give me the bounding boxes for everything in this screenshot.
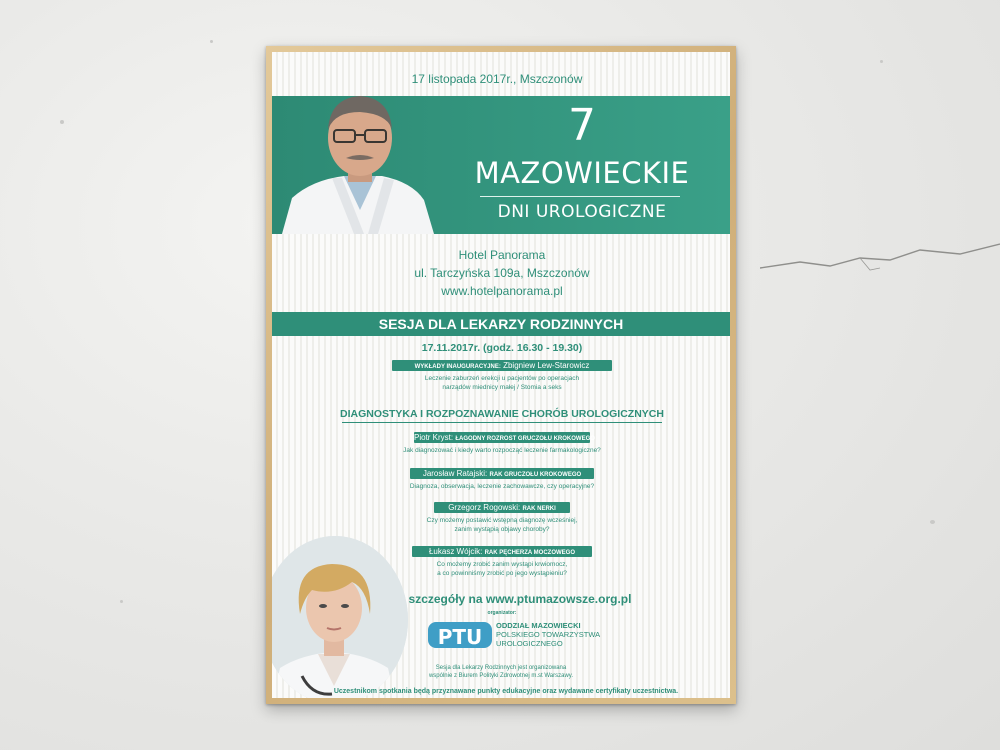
organizer-name-line: ODDZIAŁ MAZOWIECKI [496,621,581,630]
wall-speck [880,60,883,63]
venue-name: Hotel Panorama [458,248,546,262]
talk-speaker: Łukasz Wójcik: [428,547,483,556]
details-website[interactable]: szczegóły na www.ptumazowsze.org.pl [408,592,632,606]
organizer-name [496,621,636,648]
talk-topic: RAK NERKI [522,506,556,512]
title-sub: DNI UROLOGICZNE [497,202,667,222]
organizer-name-line: UROLOGICZNEGO [496,639,563,648]
ptu-logo [426,618,496,652]
inaugural-label: WYKŁADY INAUGURACYJNE: [414,364,501,370]
talk-desc: Co możemy zrobić zanim wystąpi krwiomocz, [436,561,568,568]
organizer-note [416,664,586,680]
wall-speck [210,40,213,43]
talk-desc: Czy możemy postawić wstępną diagnozę wcześniej, [426,517,578,524]
wall-crack [760,240,1000,280]
talk-topic: RAK GRUCZOŁU KROKOWEGO [489,472,582,478]
poster-frame [266,46,736,704]
talk-desc: zanim wystąpią objawy choroby? [454,526,550,533]
edition-number: 7 [568,100,596,151]
talk-pill [414,432,595,443]
diagnostics-title: DIAGNOSTYKA I ROZPOZNAWANIE CHORÓB UROLOGICZNYCH [340,408,664,420]
wall-speck [60,120,64,124]
session-date: 17.11.2017r. (godz. 16.30 - 19.30) [421,342,583,354]
footer-note: Uczestnikom spotkania będą przyznawane punkty edukacyjne oraz wydawane certyfikaty uczestnictwa. [333,688,679,695]
inaugural-desc-1: Leczenie zaburzeń erekcji u pacjentów po operacjach [424,375,580,382]
talk-speaker: Grzegorz Rogowski: [448,503,521,512]
wall-speck [120,600,123,603]
title-main: MAZOWIECKIE [474,156,690,190]
svg-text:PTU: PTU [437,625,483,649]
talk-topic: RAK PĘCHERZA MOCZOWEGO [484,550,576,556]
talk-desc: a co powinniśmy zrobić po jego wystąpieniu? [437,570,567,577]
poster [272,52,730,698]
talk-desc: Jak diagnozować i kiedy warto rozpocząć leczenie farmakologiczne? [403,447,601,454]
talk-speaker: Piotr Kryst: [414,433,454,442]
inaugural-speaker: Zbigniew Lew-Starowicz [503,361,590,370]
wall-speck [930,520,935,524]
talk-topic: ŁAGODNY ROZROST GRUCZOŁU KROKOWEGO [455,436,595,442]
talk-pill [412,546,592,557]
inaugural-desc-2: narządów miednicy małej / Stomia a seks [442,384,562,391]
organizer-name-line: POLSKIEGO TOWARZYSTWA [496,630,601,639]
talk-pill [410,468,594,479]
diagnostics-divider [342,422,662,423]
session-title: SESJA DLA LEKARZY RODZINNYCH [272,312,730,336]
talk-pill [434,502,570,513]
organizer-label: organizator: [487,610,517,616]
talk-desc: Diagnoza, obserwacja, leczenie zachowawcze, czy operacyjne? [409,483,595,490]
title-divider [480,196,680,197]
organizer-note-line: wspólnie z Biurem Polityki Zdrowotnej m.st Warszawy. [428,673,574,679]
event-date-place: 17 listopada 2017r., Mszczonów [411,72,583,86]
organizer-note-line: Sesja dla Lekarzy Rodzinnych jest organizowana [435,665,567,671]
male-doctor-photo [272,80,440,234]
venue-website: www.hotelpanorama.pl [441,284,563,298]
inaugural-pill [392,360,612,371]
venue-address: ul. Tarczyńska 109a, Mszczonów [414,266,590,280]
talk-speaker: Jarosław Ratajski: [422,469,488,478]
